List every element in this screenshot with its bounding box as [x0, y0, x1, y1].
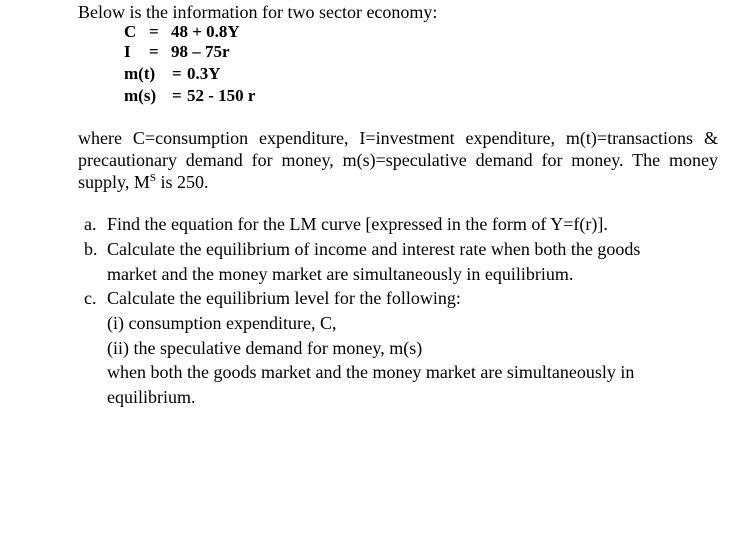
equation-variable: m(t): [124, 64, 156, 83]
money-supply-superscript: S: [149, 172, 156, 184]
equation-expression: 98 – 75r: [171, 42, 230, 61]
equation-equals: =: [149, 42, 159, 61]
intro-text: Below is the information for two sector economy:: [78, 2, 438, 22]
definitions-line: precautionary demand for money, m(s)=speculative demand for money. The money: [78, 150, 718, 170]
equation-variable: C: [124, 22, 137, 41]
question-text: when both the goods market and the money market are simultaneously in: [107, 362, 635, 382]
question-text: Calculate the equilibrium level for the following:: [107, 288, 461, 308]
definitions-line: where C=consumption expenditure, I=investment expenditure, m(t)=transactions &: [78, 128, 718, 148]
equation-expression: 0.3Y: [187, 64, 221, 83]
question-letter: b.: [84, 239, 98, 259]
question-letter: a.: [84, 214, 97, 234]
question-subitem: (ii) the speculative demand for money, m(s): [107, 338, 423, 358]
question-text: Find the equation for the LM curve [expressed in the form of Y=f(r)].: [107, 214, 608, 234]
question-text: Calculate the equilibrium of income and interest rate when both the goods: [107, 239, 641, 259]
equation-variable: I: [124, 42, 131, 61]
money-supply-line: [78, 171, 718, 196]
definitions-paragraph: [78, 127, 718, 196]
question-subitem: (i) consumption expenditure, C,: [107, 313, 337, 333]
equation-expression: 48 + 0.8Y: [171, 22, 240, 41]
equation-variable: m(s): [124, 86, 157, 105]
question-text: equilibrium.: [107, 387, 196, 407]
question-text: market and the money market are simultaneously in equilibrium.: [107, 264, 574, 284]
money-supply-value: is 250.: [155, 172, 209, 192]
equation-equals: =: [149, 22, 159, 41]
equation-expression: 52 - 150 r: [187, 86, 256, 105]
money-supply-label: supply, M: [78, 172, 150, 192]
equation-equals: =: [172, 86, 182, 105]
question-letter: c.: [84, 288, 97, 308]
equation-equals: =: [172, 64, 182, 83]
